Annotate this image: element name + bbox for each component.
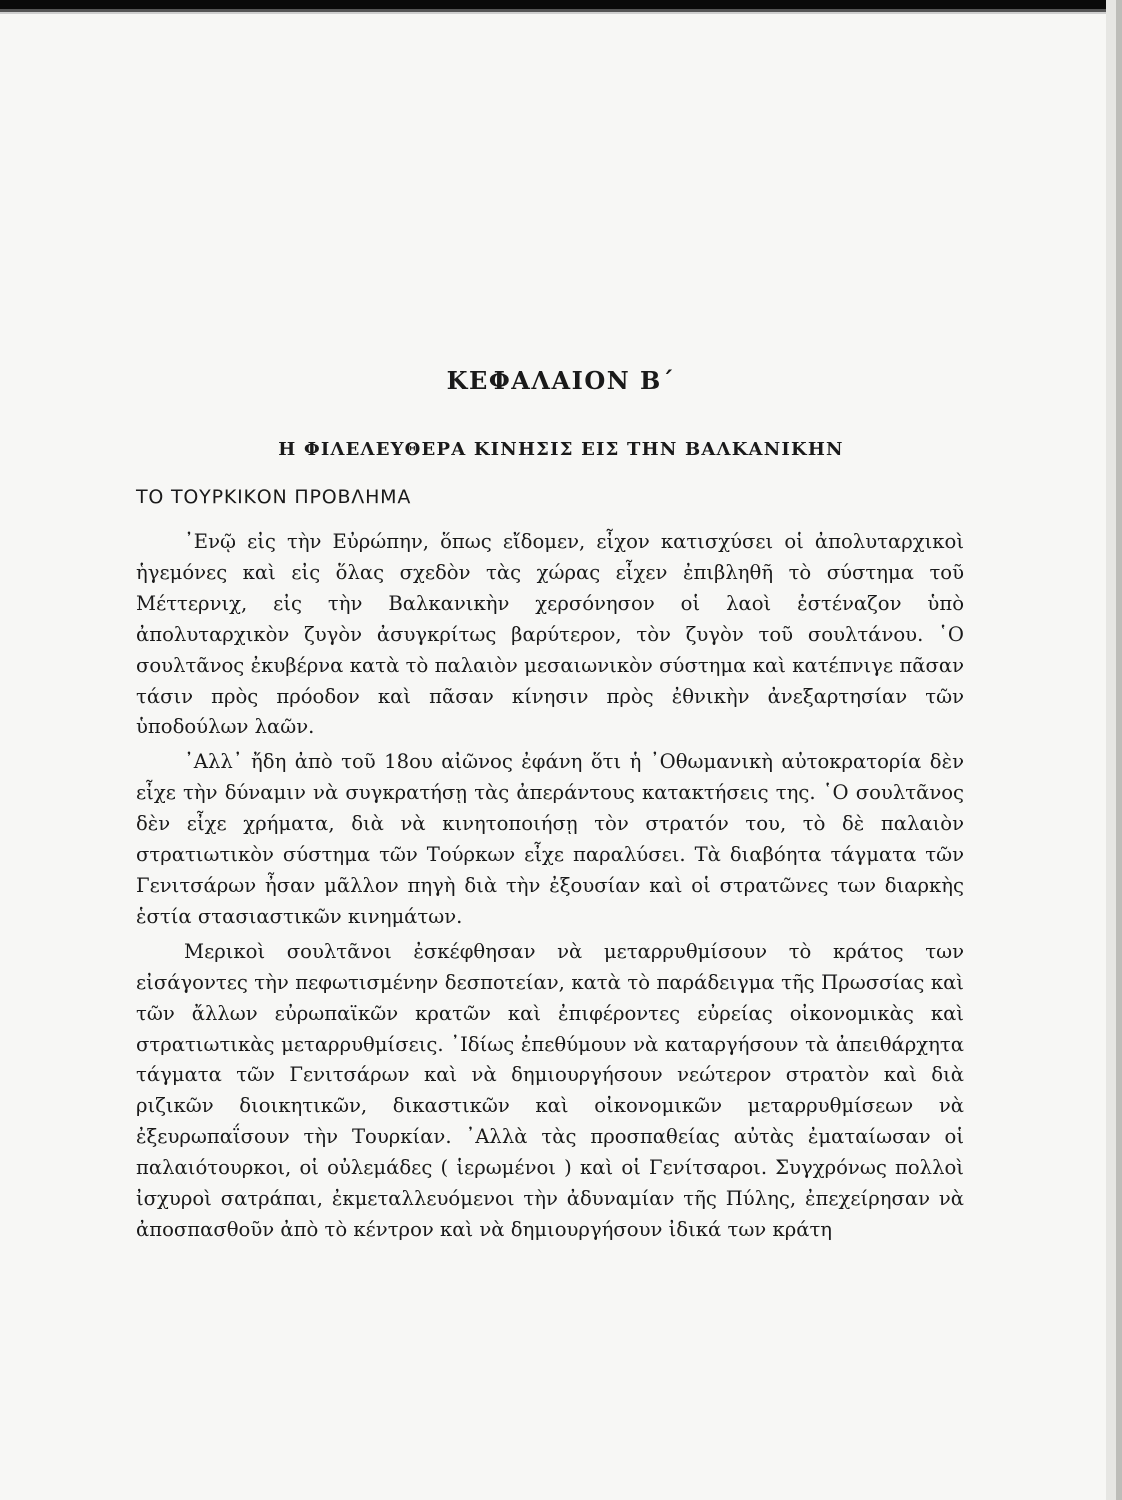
chapter-title: ΚΕΦΑΛΑΙΟΝ Β΄ xyxy=(446,366,676,395)
paragraph: Μερικοὶ σουλτᾶνοι ἐσκέφθησαν νὰ μεταρρυθμίσουν τὸ κράτος των εἰσάγοντες τὴν πεφωτισμένην δεσποτείαν, κατὰ τὸ παράδειγμα τῆς Πρωσσίας καὶ τῶν ἄλλων εὐρωπαϊκῶν κρατῶν καὶ ἐπιφέροντες εὐρείας οἰκονομικὰς καὶ στρατιωτικὰς μεταρρυθμίσεις. ᾿Ιδίως ἐπεθύμουν νὰ καταργήσουν τὰ ἀπειθάρχητα τάγματα τῶν Γενιτσάρων καὶ νὰ δημιουργήσουν νεώτερον στρατὸν καὶ διὰ ριζικῶν διοικητικῶν, δικαστικῶν καὶ οἰκονομικῶν μεταρρυθμίσεων νὰ ἐξευρωπαΐσουν τὴν Τουρκίαν. ᾿Αλλὰ τὰς προσπαθείας αὐτὰς ἐματαίωσαν οἱ παλαιότουρκοι, οἱ οὐλεμάδες ( ἱερωμένοι ) καὶ οἱ Γενίτσαροι. Συγχρόνως πολλοὶ ἰσχυροὶ σατράπαι, ἐκμεταλλευόμενοι τὴν ἀδυναμίαν τῆς Πύλης, ἐπεχείρησαν νὰ ἀποσπασθοῦν ἀπὸ τὸ κέντρον καὶ νὰ δημιουργήσουν ἰδικά των κράτη xyxy=(136,939,964,1241)
scan-right-edge xyxy=(1106,0,1122,1500)
body-text xyxy=(136,527,964,1246)
scan-top-border xyxy=(0,0,1122,14)
paragraph: ᾿Ενῷ εἰς τὴν Εὐρώπην, ὅπως εἴδομεν, εἶχον κατισχύσει οἱ ἀπολυταρχικοὶ ἡγεμόνες καὶ εἰς ὅλας σχεδὸν τὰς χώρας εἶχεν ἐπιβληθῆ τὸ σύστημα τοῦ Μέττερνιχ, εἰς τὴν Βαλκανικὴν χερσόνησον οἱ λαοὶ ἐστέναζον ὑπὸ ἀπολυταρχικὸν ζυγὸν ἀσυγκρίτως βαρύτερον, τὸν ζυγὸν τοῦ σουλτάνου. ῾Ο σουλτᾶνος ἐκυβέρνα κατὰ τὸ παλαιὸν μεσαιωνικὸν σύστημα καὶ κατέπνιγε πᾶσαν τάσιν πρὸς πρόοδον καὶ πᾶσαν κίνησιν πρὸς ἐθνικὴν ἀνεξαρτησίαν τῶν ὑποδούλων λαῶν. xyxy=(136,530,964,739)
section-heading: ΤΟ ΤΟΥΡΚΙΚΟΝ ΠΡΟΒΛΗΜΑ xyxy=(136,486,412,508)
chapter-subtitle: Η ΦΙΛΕΛΕΥΘΕΡΑ ΚΙΝΗΣΙΣ ΕΙΣ ΤΗΝ ΒΑΛΚΑΝΙΚΗΝ xyxy=(278,439,844,460)
paragraph: ᾿Αλλ᾿ ἤδη ἀπὸ τοῦ 18ου αἰῶνος ἐφάνη ὅτι ἡ ᾿Οθωμανικὴ αὐτοκρατορία δὲν εἶχε τὴν δύναμιν νὰ συγκρατήσῃ τὰς ἀπεράντους κατακτήσεις της. ῾Ο σουλτᾶνος δὲν εἶχε χρήματα, διὰ νὰ κινητοποιήσῃ τὸν στρατόν του, τὸ δὲ παλαιὸν στρατιωτικὸν σύστημα τῶν Τούρκων εἶχε παραλύσει. Τὰ διαβόητα τάγματα τῶν Γενιτσάρων ἦσαν μᾶλλον πηγὴ διὰ τὴν ἐξουσίαν καὶ οἱ στρατῶνες των διαρκὴς ἑστία στασιαστικῶν κινημάτων. xyxy=(136,750,964,928)
